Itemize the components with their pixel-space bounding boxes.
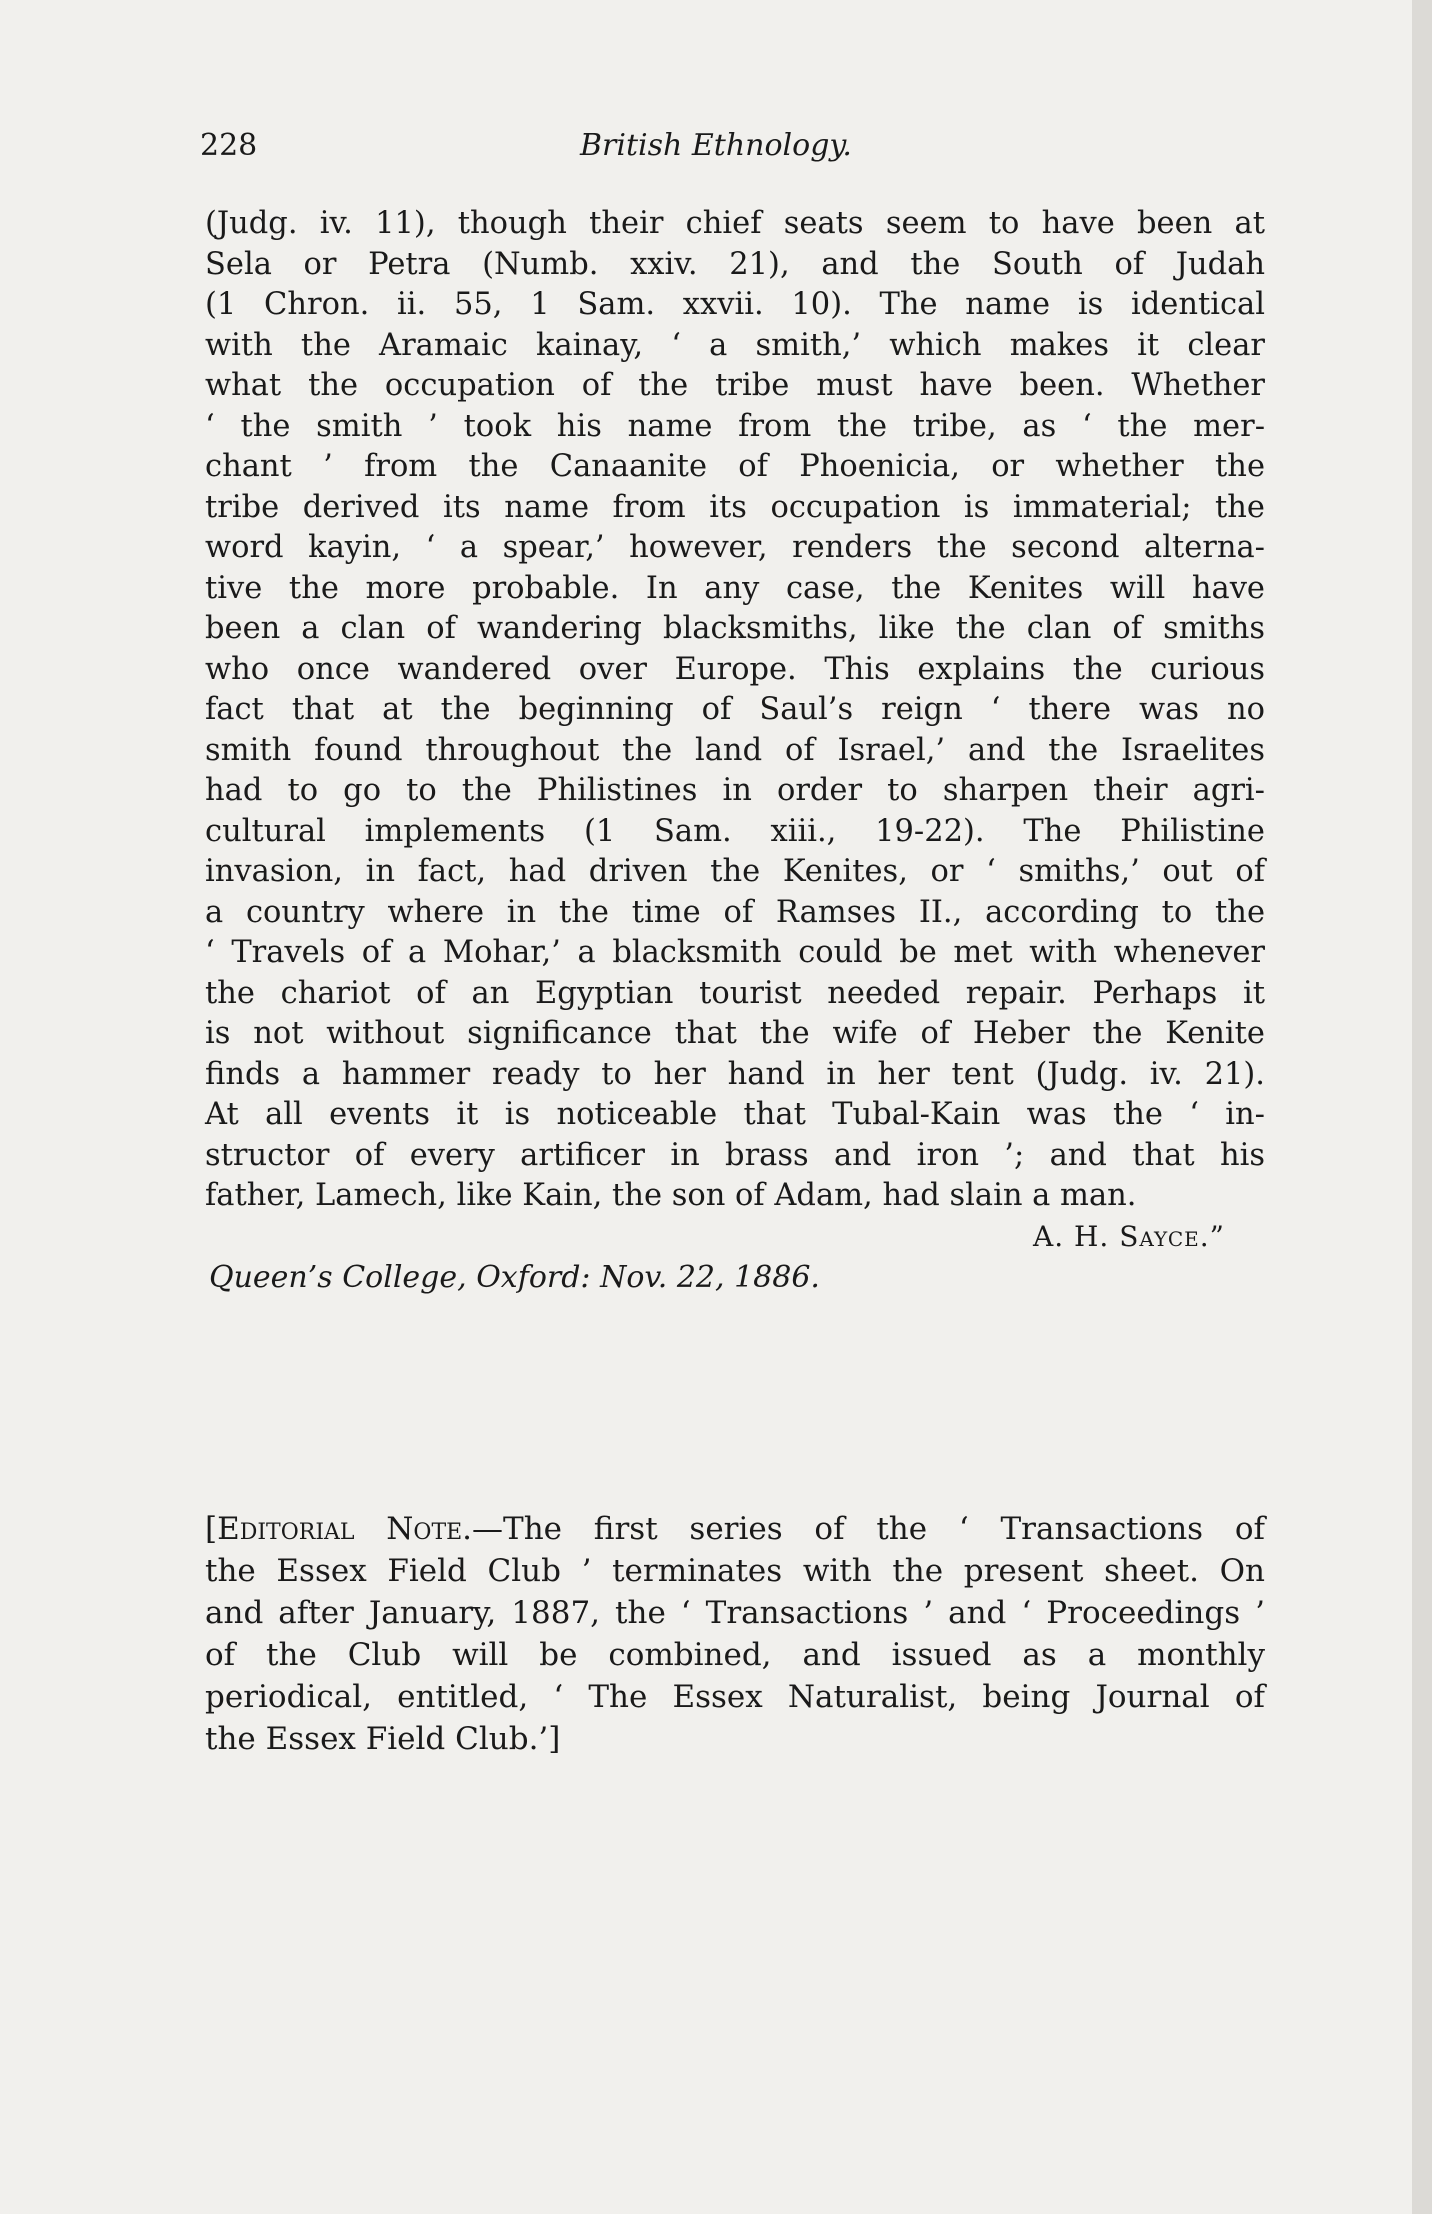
text-line: Sela or Petra (Numb. xxiv. 21), and the South of Judah	[205, 246, 1265, 282]
note-line: and after January, 1887, the ‘ Transactions ’ and ‘ Proceedings ’	[205, 1595, 1265, 1631]
text-line: tribe derived its name from its occupation is immaterial; the	[205, 489, 1265, 525]
text-line: father, Lamech, like Kain, the son of Adam, had slain a man.	[205, 1178, 1137, 1213]
text-line: what the occupation of the tribe must have been. Whether	[205, 368, 1265, 403]
note-line: periodical, entitled, ‘ The Essex Naturalist, being Journal of	[205, 1679, 1265, 1715]
text-line: had to go to the Philistines in order to sharpen their agri-	[205, 773, 1265, 808]
letter-body	[205, 204, 1265, 1299]
text-line: been a clan of wandering blacksmiths, like the clan of smiths	[205, 611, 1265, 646]
text-line: chant ’ from the Canaanite of Phoenicia, or whether the	[205, 449, 1265, 484]
note-label: [Editorial Note.	[205, 1511, 473, 1547]
note-line	[205, 1508, 1265, 1550]
running-title: British Ethnology.	[580, 128, 852, 163]
page-edge	[1412, 0, 1432, 2214]
text-line: is not without significance that the wife of Heber the Kenite	[205, 1016, 1265, 1051]
editorial-note	[205, 1508, 1265, 1760]
signature: A. H. Sayce.”	[1032, 1219, 1225, 1253]
text-line: (1 Chron. ii. 55, 1 Sam. xxvii. 10). The name is identical	[205, 287, 1265, 322]
text-line: At all events it is noticeable that Tubal-Kain was the ‘ in-	[205, 1097, 1265, 1132]
text-line: (Judg. iv. 11), though their chief seats seem to have been at	[205, 206, 1265, 241]
text-line: who once wandered over Europe. This explains the curious	[205, 651, 1265, 687]
note-text: —The first series of the ‘ Transactions of	[472, 1511, 1265, 1547]
text-line: a country where in the time of Ramses II., according to the	[205, 894, 1265, 930]
page-header	[200, 128, 1260, 172]
text-line: tive the more probable. In any case, the Kenites will have	[205, 570, 1265, 606]
page-number: 228	[200, 128, 258, 163]
text-line: ‘ the smith ’ took his name from the tribe, as ‘ the mer-	[205, 408, 1265, 444]
text-line: ‘ Travels of a Mohar,’ a blacksmith could be met with whenever	[205, 935, 1265, 970]
text-line: finds a hammer ready to her hand in her tent (Judg. iv. 21).	[205, 1056, 1265, 1092]
text-line: smith found throughout the land of Israel,’ and the Israelites	[205, 732, 1265, 768]
text-line: word kayin, ‘ a spear,’ however, renders the second alterna-	[205, 530, 1265, 565]
text-line: structor of every artificer in brass and iron ’; and that his	[205, 1137, 1265, 1173]
text-line: the chariot of an Egyptian tourist needed repair. Perhaps it	[205, 975, 1265, 1011]
note-line: the Essex Field Club.’]	[205, 1721, 561, 1757]
text-line: with the Aramaic kainay, ‘ a smith,’ which makes it clear	[205, 327, 1265, 363]
note-line: the Essex Field Club ’ terminates with the present sheet. On	[205, 1553, 1265, 1589]
text-line: cultural implements (1 Sam. xiii., 19-22). The Philistine	[205, 813, 1265, 849]
text-line: fact that at the beginning of Saul’s reign ‘ there was no	[205, 692, 1265, 727]
dateline: Queen’s College, Oxford: Nov. 22, 1886.	[209, 1260, 820, 1295]
text-line: invasion, in fact, had driven the Kenites, or ‘ smiths,’ out of	[205, 854, 1265, 889]
note-line: of the Club will be combined, and issued as a monthly	[205, 1637, 1265, 1673]
